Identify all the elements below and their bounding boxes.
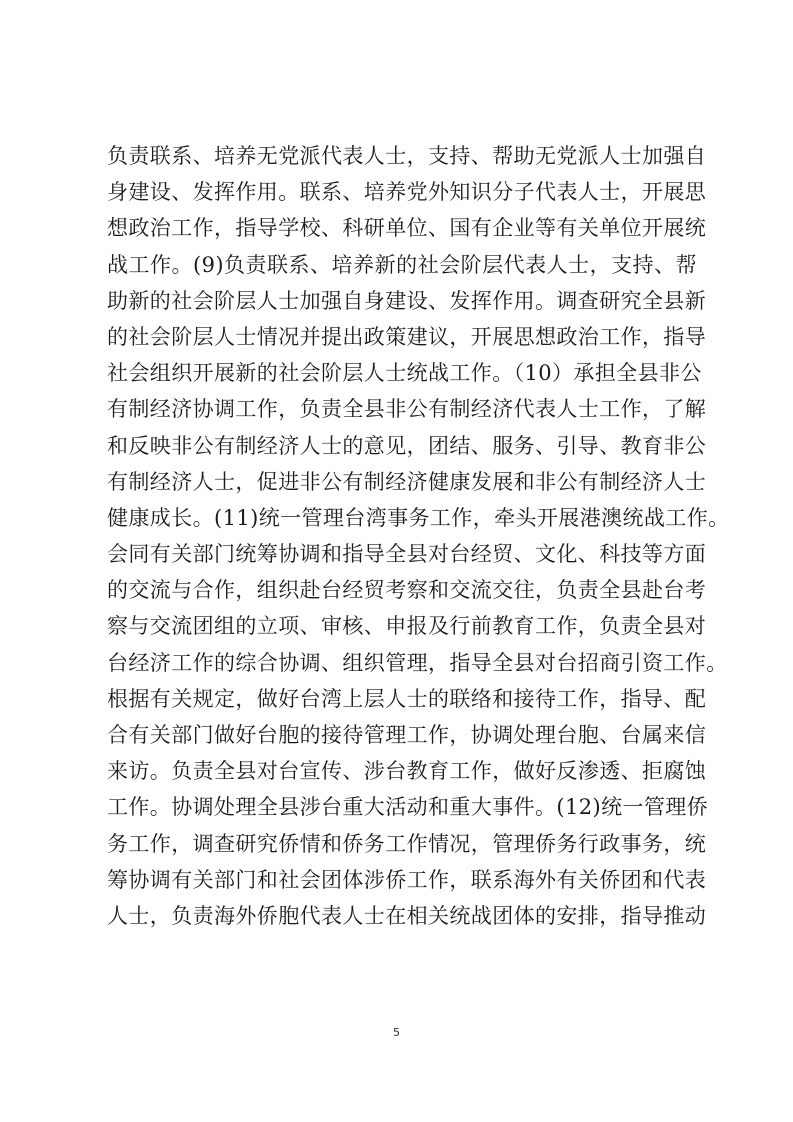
text-line: 和反映非公有制经济人士的意见，团结、服务、引导、教育非公	[107, 433, 707, 458]
text-line: 人士，负责海外侨胞代表人士在相关统战团体的安排，指导推动	[107, 903, 707, 928]
text-line: 筹协调有关部门和社会团体涉侨工作，联系海外有关侨团和代表	[107, 867, 707, 892]
text-line: 负责联系、培养无党派代表人士，支持、帮助无党派人士加强自	[107, 144, 707, 168]
text-line: 战工作。(9)负责联系、培养新的社会阶层代表人士，支持、帮	[107, 252, 697, 277]
page-number: 5	[393, 1026, 400, 1039]
text-line: 台经济工作的综合协调、组织管理，指导全县对台招商引资工作。	[107, 650, 728, 675]
text-line: 想政治工作，指导学校、科研单位、国有企业等有关单位开展统	[107, 216, 707, 241]
text-line: 有制经济人士，促进非公有制经济健康发展和非公有制经济人士	[107, 469, 707, 494]
text-line: 助新的社会阶层人士加强自身建设、发挥作用。调查研究全县新	[107, 288, 707, 313]
text-line: 合有关部门做好台胞的接待管理工作，协调处理台胞、台属来信	[107, 723, 707, 747]
text-line: 工作。协调处理全县涉台重大活动和重大事件。(12)统一管理侨	[107, 795, 709, 820]
text-line: 务工作，调查研究侨情和侨务工作情况，管理侨务行政事务，统	[107, 831, 707, 856]
text-line: 的交流与合作，组织赴台经贸考察和交流交往，负责全县赴台考	[107, 578, 707, 603]
text-line: 来访。负责全县对台宣传、涉台教育工作，做好反渗透、拒腐蚀	[107, 759, 707, 784]
text-line: 的社会阶层人士情况并提出政策建议，开展思想政治工作，指导	[107, 324, 707, 349]
text-line: 会同有关部门统筹协调和指导全县对台经贸、文化、科技等方面	[107, 542, 707, 567]
text-line: 根据有关规定，做好台湾上层人士的联络和接待工作，指导、配	[107, 686, 707, 711]
text-line: 社会组织开展新的社会阶层人士统战工作。（10）承担全县非公	[107, 361, 702, 386]
text-line: 察与交流团组的立项、审核、申报及行前教育工作，负责全县对	[107, 614, 707, 639]
text-line: 身建设、发挥作用。联系、培养党外知识分子代表人士，开展思	[107, 180, 707, 205]
text-line: 健康成长。(11)统一管理台湾事务工作，牵头开展港澳统战工作。	[107, 505, 730, 530]
text-line: 有制经济协调工作，负责全县非公有制经济代表人士工作，了解	[107, 397, 707, 422]
body-paragraph	[107, 138, 730, 934]
